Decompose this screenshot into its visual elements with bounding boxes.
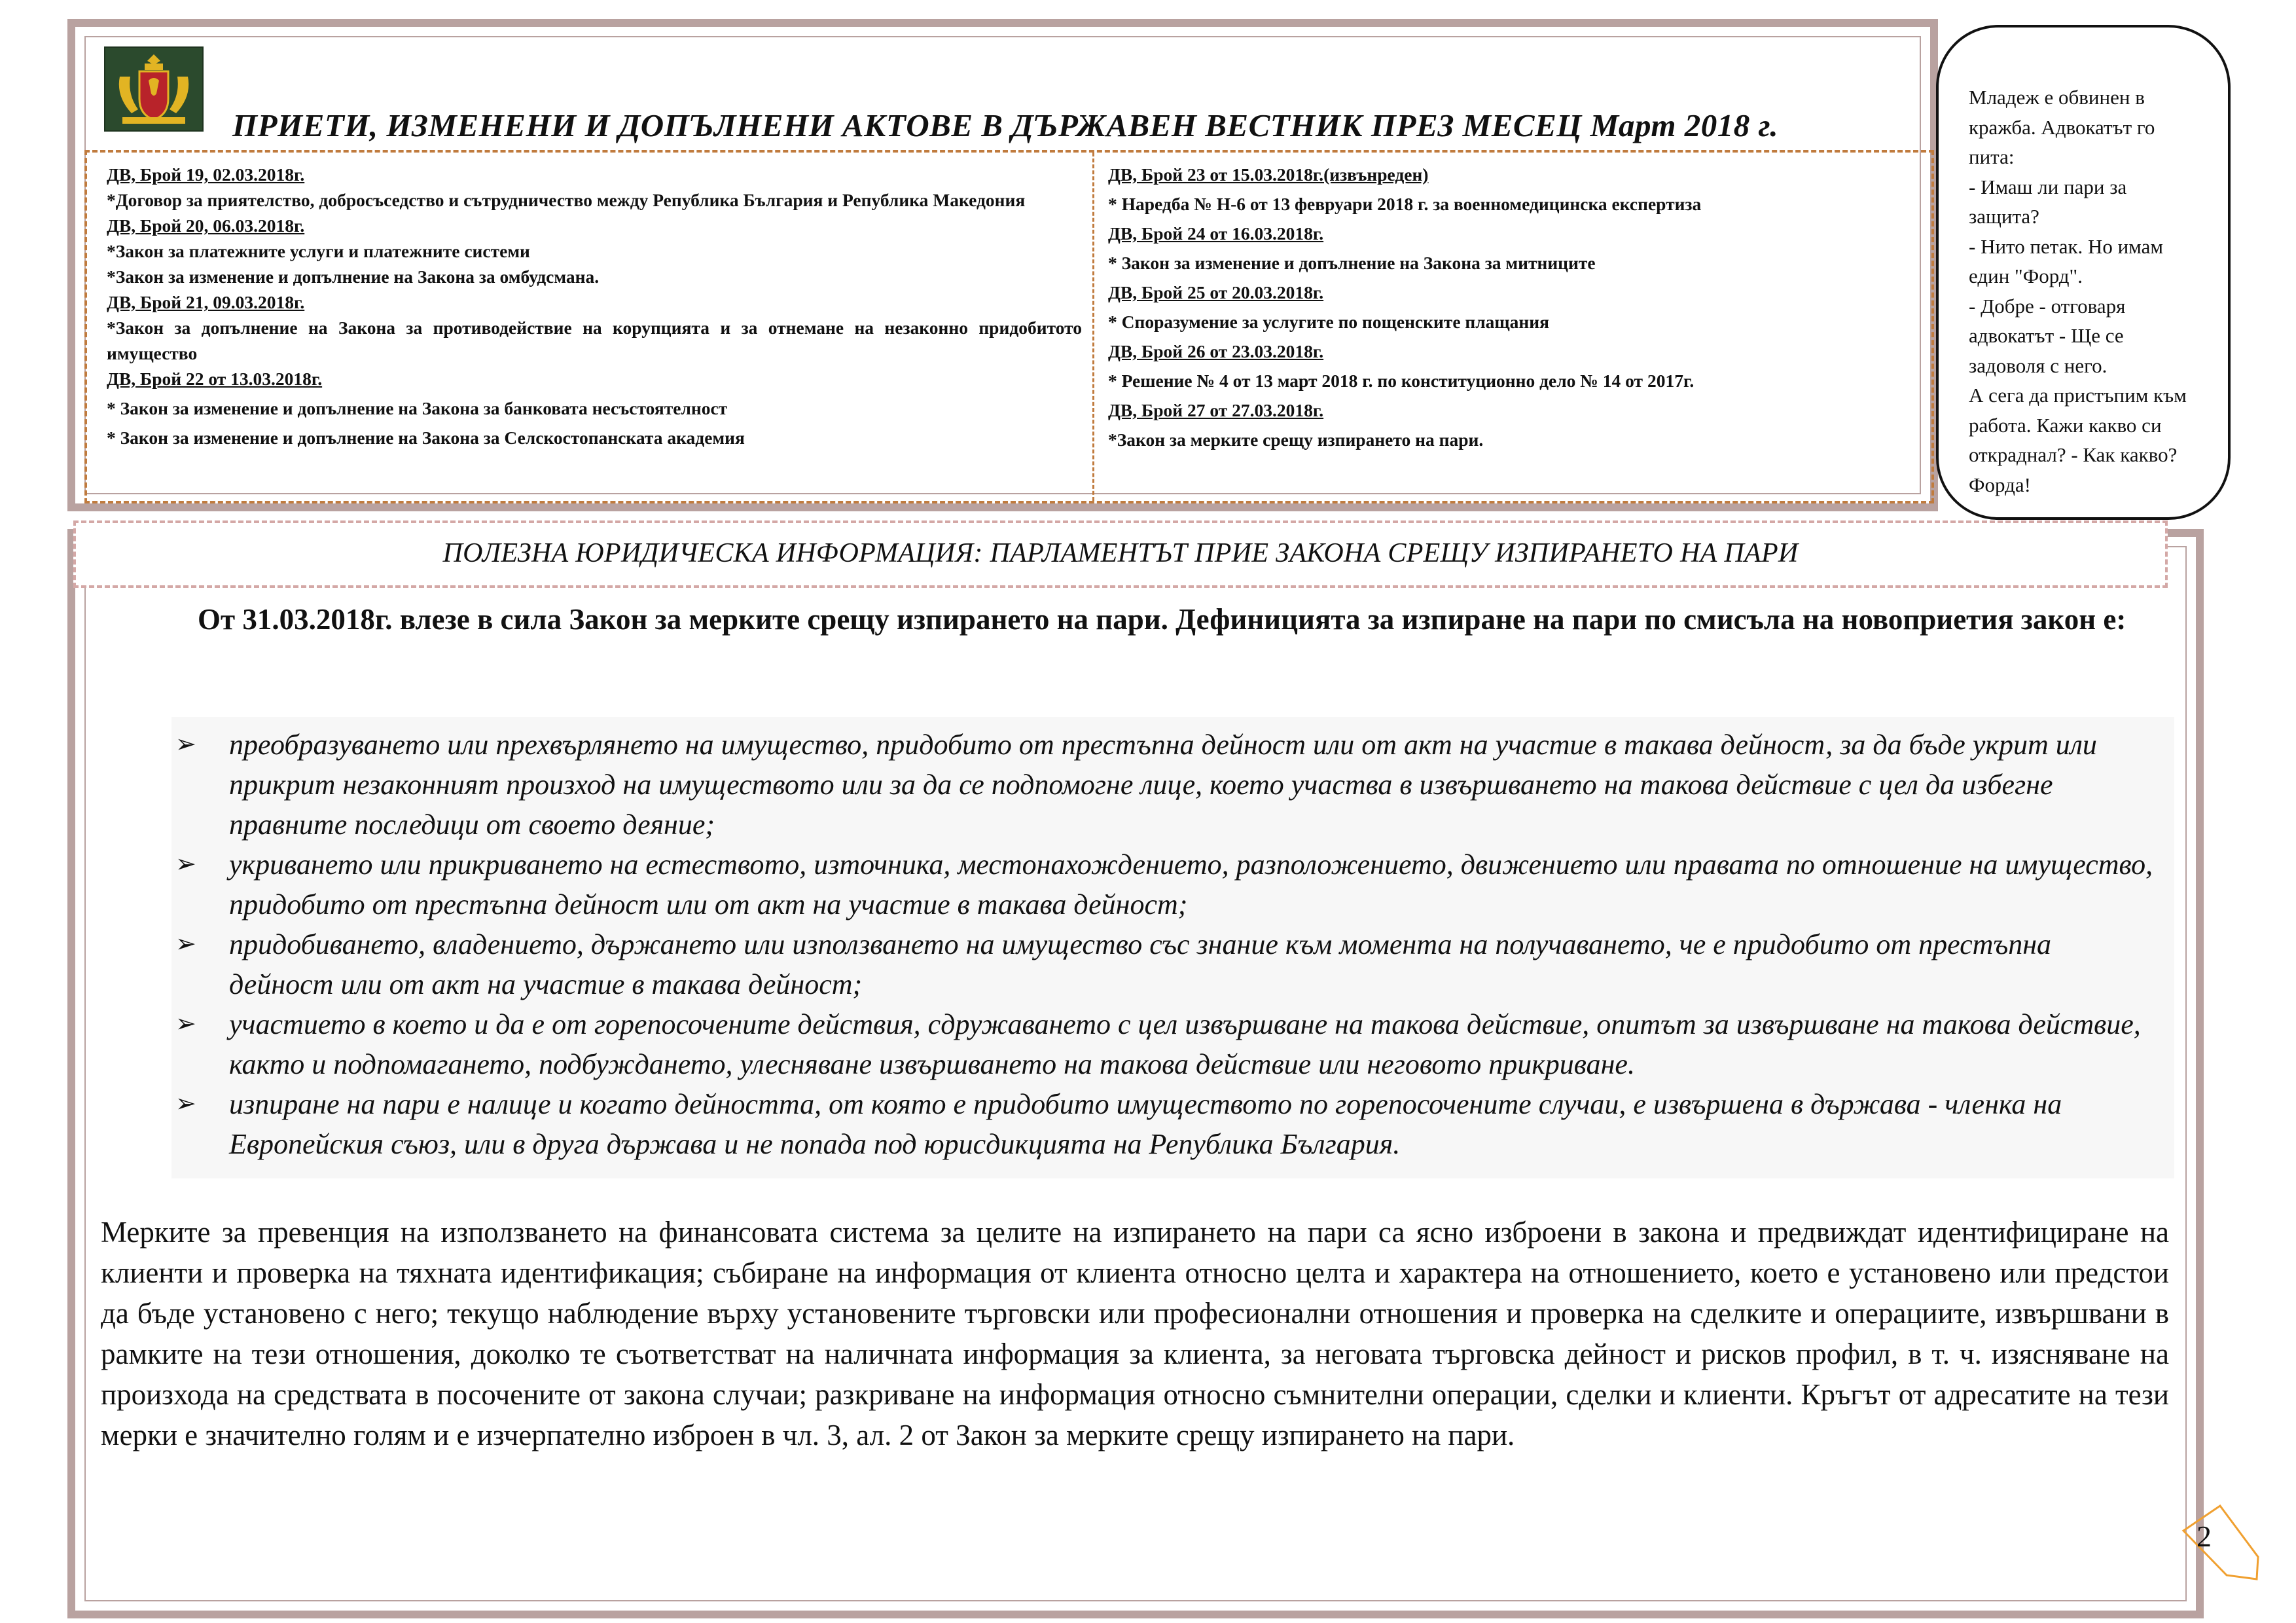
gazette-act: *Закон за платежните услуги и платежните системи [107,241,530,261]
definition-text: укриването или прикриването на естеството, източника, местонахождението, разположението, движението или правата по отношение на имущество, придобито от престъпна дейност или от акт на участие в такава дейност; [229,848,2153,921]
gazette-issue: ДВ, Брой 23 от 15.03.2018г.(извънреден) [1108,164,1429,185]
gazette-act: * Закон за изменение и допълнение на Закона за митниците [1108,253,1596,273]
joke-line: откраднал? - Как какво? [1969,443,2178,466]
gazette-issue: ДВ, Брой 24 от 16.03.2018г. [1108,223,1324,244]
page-number-badge [2181,1504,2266,1582]
definition-text: участието в което и да е от горепосочените действия, сдружаването с цел извършване на такова действие, опитът за извършване на такова действие, както и подпомагането, подбуждането, улесняване извършването на такова действие или неговото прикриване. [229,1008,2141,1080]
list-item [171,924,2161,1004]
gazette-acts-box [84,150,1934,503]
gazette-column-right [1108,162,1920,456]
arrow-bullet-icon: ➢ [175,850,196,878]
gazette-issue: ДВ, Брой 21, 09.03.2018г. [107,292,305,312]
definitions-list [171,717,2174,1178]
joke-line: Младеж е обвинен в [1969,86,2145,109]
lead-paragraph: От 31.03.2018г. влезе в сила Закон за мерките срещу изпирането на пари. Дефиницията за изпиране на пари по смисъла на новоприетия закон е: [198,603,2126,636]
gazette-act: * Закон за изменение и допълнение на Закона за Селскостопанската академия [107,428,745,448]
list-item [171,725,2161,845]
definition-text: изпиране на пари е налице и когато дейността, от която е придобито имуществото по горепосочените случаи, е извършена в държава - членка на Европейския съюз, или в друга държава и не попада под юрисдикцията на Република България. [229,1088,2062,1160]
column-divider [1092,153,1094,501]
joke-line: кражба. Адвокатът го [1969,115,2155,139]
joke-line: А сега да пристъпим към [1969,384,2187,407]
gazette-act: *Договор за приятелство, добросъседство и сътрудничество между Република България и Република Македония [107,190,1026,210]
joke-line: един "Форд". [1969,264,2083,287]
gazette-issue: ДВ, Брой 27 от 27.03.2018г. [1108,400,1324,420]
joke-line: задоволя с него. [1969,354,2108,377]
joke-line: защита? [1969,205,2039,228]
gazette-issue: ДВ, Брой 20, 06.03.2018г. [107,215,305,236]
joke-bubble [1936,25,2231,520]
gazette-act: *Закон за мерките срещу изпирането на пари. [1108,429,1484,450]
joke-line: пита: [1969,145,2015,168]
definition-text: преобразуването или прехвърлянето на имущество, придобито от престъпна дейност или от акт на участие в такава дейност, за да бъде укрит или прикрит незаконният произход на имуществото или за да се подпомогне лице, което участва в извършването на такова действие с цел да избегне правните последици от своето деяние; [229,729,2097,841]
gazette-issue: ДВ, Брой 25 от 20.03.2018г. [1108,282,1324,302]
list-item [171,1004,2161,1084]
definition-text: придобиването, владението, държането или използването на имущество със знание към момента на получаването, че е придобито от престъпна дейност или от акт на участие в такава дейност; [229,928,2052,1000]
arrow-bullet-icon: ➢ [175,1090,196,1118]
arrow-bullet-icon: ➢ [175,1010,196,1038]
gazette-panel [67,19,1938,511]
joke-line: Форда! [1969,473,2031,496]
arrow-bullet-icon: ➢ [175,930,196,958]
gazette-column-left [107,162,1082,450]
body-paragraph: Мерките за превенция на използването на финансовата система за целите на изпирането на пари са ясно изброени в закона и предвиждат идентифициране на клиенти и проверка на тяхната идентификация; събиране на информация от клиента относно целта и характера на отношението, което е установено или предстои да бъде установено с него; текущо наблюдение върху установените търговски или професионални отношения и проверка на сделките и операциите, извършвани в рамките на тези отношения, доколко те съответстват на наличната информация за клиента, за неговата търговска дейност и рисков профил, в т. ч. изясняване на произхода на средствата в посочените от закона случаи; разкриване на информация относно съмнителни операции, сделки и клиенти. Кръгът от адресатите на тези мерки е значително голям и е изчерпателно изброен в чл. 3, ал. 2 от Закон за мерките срещу изпирането на пари. [101,1216,2169,1451]
section-title: ПОЛЕЗНА ЮРИДИЧЕСКА ИНФОРМАЦИЯ: ПАРЛАМЕНТЪТ ПРИЕ ЗАКОНА СРЕЩУ ИЗПИРАНЕТО НА ПАРИ [73,520,2168,588]
coat-of-arms-icon [105,48,202,130]
joke-line: - Имаш ли пари за [1969,175,2127,198]
list-item [171,1084,2161,1164]
joke-line: - Добре - отговаря [1969,294,2126,318]
gazette-issue: ДВ, Брой 22 от 13.03.2018г. [107,369,323,389]
list-item [171,845,2161,924]
gazette-act: * Решение № 4 от 13 март 2018 г. по конституционно дело № 14 от 2017г. [1108,371,1695,391]
gazette-act: *Закон за изменение и допълнение на Закона за омбудсмана. [107,266,600,287]
gazette-issue: ДВ, Брой 19, 02.03.2018г. [107,164,305,185]
gazette-act: * Наредба № Н-6 от 13 февруари 2018 г. за военномедицинска експертиза [1108,194,1702,214]
page-corner-icon [2181,1504,2266,1582]
joke-line: - Нито петак. Но имам [1969,234,2164,258]
gazette-act: * Споразумение за услугите по пощенските плащания [1108,312,1549,332]
gazette-act: *Закон за допълнение на Закона за противодействие на корупцията и за отнемане на незаконно придобитото имущество [107,318,1082,363]
page-number: 2 [2197,1520,2212,1553]
joke-line: работа. Кажи какво си [1969,413,2162,437]
arrow-bullet-icon: ➢ [175,731,196,758]
gazette-issue: ДВ, Брой 26 от 23.03.2018г. [1108,341,1324,361]
joke-line: адвокатът - Ще се [1969,324,2124,347]
page-title: ПРИЕТИ, ИЗМЕНЕНИ И ДОПЪЛНЕНИ АКТОВЕ В ДЪРЖАВЕН ВЕСТНИК ПРЕЗ МЕСЕЦ Март 2018 г. [232,107,1779,143]
gazette-act: * Закон за изменение и допълнение на Закона за банковата несъстоятелност [107,398,728,418]
coat-of-arms-logo [104,46,204,132]
